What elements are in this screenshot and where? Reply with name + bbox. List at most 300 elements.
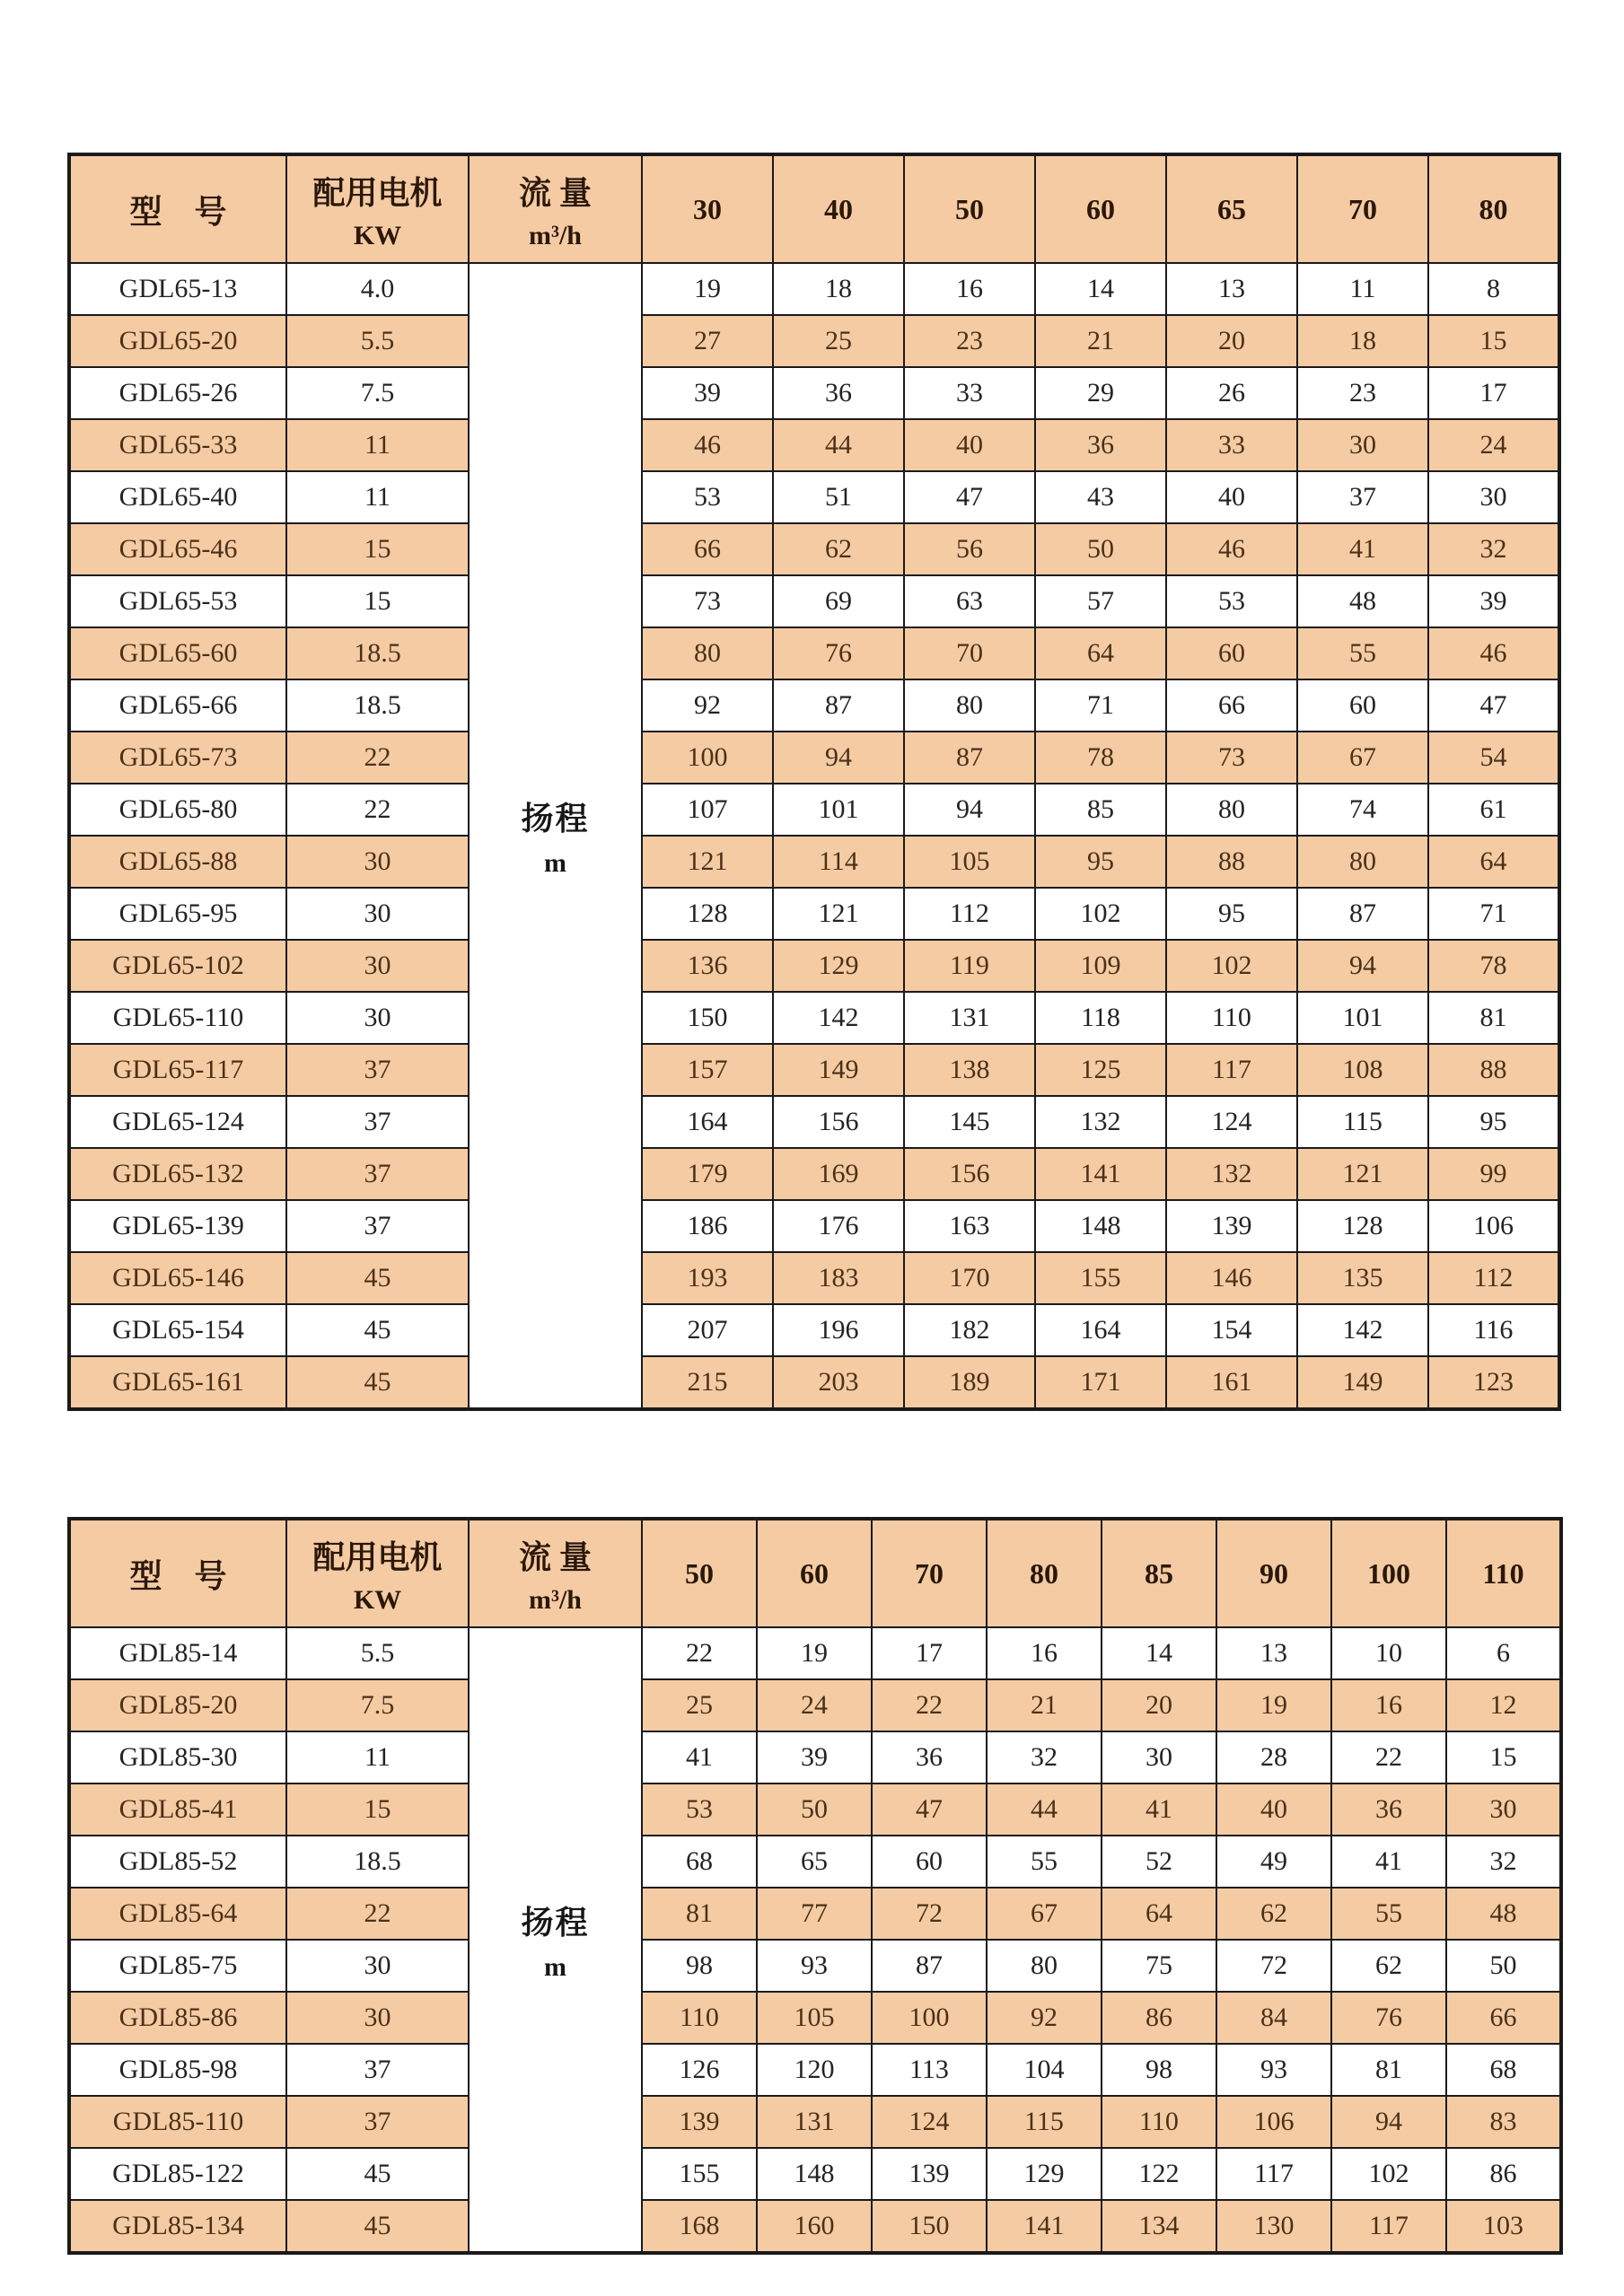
head-value-cell: 94 — [904, 784, 1035, 836]
head-value-cell: 105 — [757, 1992, 872, 2044]
head-value-cell: 41 — [1331, 1836, 1446, 1888]
flow-col-header: 40 — [773, 154, 904, 263]
head-value-cell: 40 — [1216, 1783, 1331, 1836]
head-value-cell: 157 — [642, 1044, 773, 1096]
model-cell: GDL85-134 — [69, 2200, 286, 2253]
head-unit-symbol: m — [544, 1951, 566, 1982]
power-cell: 22 — [286, 784, 469, 836]
head-value-cell: 53 — [642, 1783, 757, 1836]
head-value-cell: 95 — [1035, 836, 1166, 888]
head-unit-label: 扬程 — [521, 800, 590, 837]
model-cell: GDL85-30 — [69, 1731, 286, 1783]
head-value-cell: 47 — [872, 1783, 987, 1836]
model-cell: GDL65-33 — [69, 419, 286, 471]
head-value-cell: 17 — [872, 1627, 987, 1679]
head-value-cell: 67 — [987, 1888, 1102, 1940]
power-cell: 18.5 — [286, 627, 469, 679]
head-value-cell: 83 — [1446, 2096, 1561, 2148]
model-cell: GDL85-52 — [69, 1836, 286, 1888]
head-value-cell: 22 — [872, 1679, 987, 1731]
table-row — [69, 732, 1559, 784]
flow-header — [469, 1519, 642, 1627]
head-value-cell: 163 — [904, 1200, 1035, 1252]
head-value-cell: 72 — [872, 1888, 987, 1940]
head-value-cell: 132 — [1166, 1148, 1297, 1200]
power-cell: 30 — [286, 836, 469, 888]
model-cell: GDL65-154 — [69, 1304, 286, 1356]
power-cell: 11 — [286, 471, 469, 523]
model-cell: GDL85-75 — [69, 1940, 286, 1992]
head-value-cell: 66 — [1446, 1992, 1561, 2044]
head-value-cell: 20 — [1166, 315, 1297, 367]
table-row — [69, 523, 1559, 575]
power-cell: 15 — [286, 575, 469, 627]
head-value-cell: 182 — [904, 1304, 1035, 1356]
head-value-cell: 13 — [1216, 1627, 1331, 1679]
model-cell: GDL65-13 — [69, 263, 286, 315]
head-value-cell: 183 — [773, 1252, 904, 1304]
head-value-cell: 130 — [1216, 2200, 1331, 2253]
head-value-cell: 64 — [1035, 627, 1166, 679]
head-value-cell: 138 — [904, 1044, 1035, 1096]
model-cell: GDL65-117 — [69, 1044, 286, 1096]
head-value-cell: 15 — [1446, 1731, 1561, 1783]
flow-header-unit: m³/h — [528, 220, 582, 250]
head-value-cell: 176 — [773, 1200, 904, 1252]
power-cell: 11 — [286, 1731, 469, 1783]
model-cell: GDL65-110 — [69, 992, 286, 1044]
head-value-cell: 146 — [1166, 1252, 1297, 1304]
head-value-cell: 196 — [773, 1304, 904, 1356]
head-value-cell: 155 — [642, 2148, 757, 2200]
head-value-cell: 33 — [904, 367, 1035, 419]
power-cell: 30 — [286, 1992, 469, 2044]
head-value-cell: 36 — [872, 1731, 987, 1783]
model-cell: GDL65-60 — [69, 627, 286, 679]
head-value-cell: 87 — [904, 732, 1035, 784]
head-value-cell: 62 — [1216, 1888, 1331, 1940]
head-value-cell: 63 — [904, 575, 1035, 627]
head-value-cell: 154 — [1166, 1304, 1297, 1356]
table-row — [69, 1356, 1559, 1409]
head-value-cell: 78 — [1428, 940, 1559, 992]
head-value-cell: 88 — [1166, 836, 1297, 888]
head-value-cell: 109 — [1035, 940, 1166, 992]
table-row — [69, 2148, 1561, 2200]
power-cell: 37 — [286, 1200, 469, 1252]
head-value-cell: 53 — [1166, 575, 1297, 627]
head-value-cell: 170 — [904, 1252, 1035, 1304]
head-value-cell: 100 — [872, 1992, 987, 2044]
head-value-cell: 53 — [642, 471, 773, 523]
model-cell: GDL85-41 — [69, 1783, 286, 1836]
power-cell: 15 — [286, 1783, 469, 1836]
head-value-cell: 48 — [1446, 1888, 1561, 1940]
head-value-cell: 60 — [872, 1836, 987, 1888]
model-cell: GDL65-132 — [69, 1148, 286, 1200]
table-row — [69, 1888, 1561, 1940]
head-value-cell: 164 — [642, 1096, 773, 1148]
head-value-cell: 110 — [1102, 2096, 1216, 2148]
model-cell: GDL85-98 — [69, 2044, 286, 2096]
head-value-cell: 87 — [872, 1940, 987, 1992]
power-cell: 30 — [286, 940, 469, 992]
table-row — [69, 471, 1559, 523]
head-value-cell: 102 — [1166, 940, 1297, 992]
head-value-cell: 28 — [1216, 1731, 1331, 1783]
table-row — [69, 627, 1559, 679]
head-value-cell: 139 — [642, 2096, 757, 2148]
head-value-cell: 149 — [1297, 1356, 1428, 1409]
table-row — [69, 784, 1559, 836]
head-value-cell: 69 — [773, 575, 904, 627]
head-value-cell: 12 — [1446, 1679, 1561, 1731]
head-value-cell: 189 — [904, 1356, 1035, 1409]
power-cell: 7.5 — [286, 1679, 469, 1731]
head-value-cell: 60 — [1297, 679, 1428, 732]
head-value-cell: 80 — [642, 627, 773, 679]
table-row — [69, 679, 1559, 732]
head-value-cell: 141 — [987, 2200, 1102, 2253]
head-value-cell: 105 — [904, 836, 1035, 888]
flow-col-header: 80 — [987, 1519, 1102, 1627]
head-value-cell: 93 — [757, 1940, 872, 1992]
head-value-cell: 115 — [1297, 1096, 1428, 1148]
head-value-cell: 169 — [773, 1148, 904, 1200]
flow-header-label: 流 量 — [518, 1538, 592, 1575]
head-value-cell: 102 — [1035, 888, 1166, 940]
motor-header — [286, 154, 469, 263]
head-value-cell: 129 — [987, 2148, 1102, 2200]
model-cell: GDL65-146 — [69, 1252, 286, 1304]
head-value-cell: 41 — [1102, 1783, 1216, 1836]
table-row — [69, 888, 1559, 940]
head-value-cell: 54 — [1428, 732, 1559, 784]
head-value-cell: 110 — [1166, 992, 1297, 1044]
head-value-cell: 110 — [642, 1992, 757, 2044]
head-value-cell: 46 — [642, 419, 773, 471]
head-value-cell: 18 — [1297, 315, 1428, 367]
flow-col-header: 85 — [1102, 1519, 1216, 1627]
model-cell: GDL85-110 — [69, 2096, 286, 2148]
power-cell: 11 — [286, 419, 469, 471]
head-value-cell: 160 — [757, 2200, 872, 2253]
head-value-cell: 40 — [904, 419, 1035, 471]
head-value-cell: 87 — [1297, 888, 1428, 940]
flow-col-header: 70 — [1297, 154, 1428, 263]
head-value-cell: 24 — [1428, 419, 1559, 471]
head-value-cell: 41 — [642, 1731, 757, 1783]
head-value-cell: 25 — [773, 315, 904, 367]
head-value-cell: 86 — [1446, 2148, 1561, 2200]
power-cell: 30 — [286, 888, 469, 940]
table-row — [69, 1252, 1559, 1304]
head-value-cell: 121 — [773, 888, 904, 940]
head-value-cell: 87 — [773, 679, 904, 732]
head-value-cell: 148 — [757, 2148, 872, 2200]
head-value-cell: 122 — [1102, 2148, 1216, 2200]
head-value-cell: 141 — [1035, 1148, 1166, 1200]
head-value-cell: 14 — [1035, 263, 1166, 315]
head-value-cell: 85 — [1035, 784, 1166, 836]
head-value-cell: 98 — [642, 1940, 757, 1992]
head-value-cell: 15 — [1428, 315, 1559, 367]
head-value-cell: 43 — [1035, 471, 1166, 523]
head-value-cell: 13 — [1166, 263, 1297, 315]
head-value-cell: 27 — [642, 315, 773, 367]
head-value-cell: 94 — [1297, 940, 1428, 992]
table-row — [69, 1992, 1561, 2044]
model-cell: GDL85-86 — [69, 1992, 286, 2044]
power-cell: 37 — [286, 2044, 469, 2096]
table-row — [69, 2096, 1561, 2148]
head-value-cell: 40 — [1166, 471, 1297, 523]
motor-header — [286, 1519, 469, 1627]
model-cell: GDL85-64 — [69, 1888, 286, 1940]
model-header: 型 号 — [69, 1519, 286, 1627]
head-value-cell: 136 — [642, 940, 773, 992]
head-value-cell: 94 — [773, 732, 904, 784]
head-value-cell: 155 — [1035, 1252, 1166, 1304]
head-value-cell: 32 — [1428, 523, 1559, 575]
head-value-cell: 117 — [1216, 2148, 1331, 2200]
head-value-cell: 73 — [642, 575, 773, 627]
head-value-cell: 186 — [642, 1200, 773, 1252]
head-value-cell: 92 — [987, 1992, 1102, 2044]
spec-table-gdl85 — [67, 1517, 1563, 2255]
head-value-cell: 106 — [1428, 1200, 1559, 1252]
model-cell: GDL65-124 — [69, 1096, 286, 1148]
table-row — [69, 1940, 1561, 1992]
head-value-cell: 132 — [1035, 1096, 1166, 1148]
head-value-cell: 48 — [1297, 575, 1428, 627]
head-value-cell: 23 — [1297, 367, 1428, 419]
model-cell: GDL65-88 — [69, 836, 286, 888]
table-row — [69, 836, 1559, 888]
head-value-cell: 149 — [773, 1044, 904, 1096]
head-value-cell: 134 — [1102, 2200, 1216, 2253]
head-value-cell: 121 — [642, 836, 773, 888]
head-value-cell: 117 — [1166, 1044, 1297, 1096]
head-value-cell: 6 — [1446, 1627, 1561, 1679]
model-cell: GDL65-95 — [69, 888, 286, 940]
head-value-cell: 20 — [1102, 1679, 1216, 1731]
head-value-cell: 60 — [1166, 627, 1297, 679]
head-value-cell: 30 — [1297, 419, 1428, 471]
head-value-cell: 78 — [1035, 732, 1166, 784]
head-value-cell: 41 — [1297, 523, 1428, 575]
table-row — [69, 1679, 1561, 1731]
table-row — [69, 2044, 1561, 2096]
model-header: 型 号 — [69, 154, 286, 263]
table-row — [69, 992, 1559, 1044]
head-value-cell: 76 — [1331, 1992, 1446, 2044]
head-value-cell: 11 — [1297, 263, 1428, 315]
head-value-cell: 119 — [904, 940, 1035, 992]
head-value-cell: 39 — [642, 367, 773, 419]
head-value-cell: 115 — [987, 2096, 1102, 2148]
head-value-cell: 46 — [1166, 523, 1297, 575]
head-value-cell: 161 — [1166, 1356, 1297, 1409]
head-value-cell: 112 — [1428, 1252, 1559, 1304]
head-value-cell: 193 — [642, 1252, 773, 1304]
model-cell: GDL65-46 — [69, 523, 286, 575]
head-value-cell: 65 — [757, 1836, 872, 1888]
table-row — [69, 1148, 1559, 1200]
head-value-cell: 86 — [1102, 1992, 1216, 2044]
model-cell: GDL65-139 — [69, 1200, 286, 1252]
table-row — [69, 367, 1559, 419]
motor-header-label: 配用电机 — [312, 174, 443, 211]
motor-header-unit: KW — [353, 220, 402, 250]
head-value-cell: 36 — [773, 367, 904, 419]
head-value-cell: 76 — [773, 627, 904, 679]
head-value-cell: 142 — [1297, 1304, 1428, 1356]
power-cell: 37 — [286, 1148, 469, 1200]
power-cell: 22 — [286, 1888, 469, 1940]
power-cell: 37 — [286, 1096, 469, 1148]
head-value-cell: 64 — [1102, 1888, 1216, 1940]
table-row — [69, 1627, 1561, 1679]
table-row — [69, 1200, 1559, 1252]
flow-col-header: 110 — [1446, 1519, 1561, 1627]
flow-header-unit: m³/h — [528, 1584, 582, 1615]
power-cell: 30 — [286, 1940, 469, 1992]
model-cell: GDL65-102 — [69, 940, 286, 992]
head-value-cell: 23 — [904, 315, 1035, 367]
head-value-cell: 93 — [1216, 2044, 1331, 2096]
head-value-cell: 50 — [1446, 1940, 1561, 1992]
power-cell: 45 — [286, 2148, 469, 2200]
head-value-cell: 164 — [1035, 1304, 1166, 1356]
head-value-cell: 73 — [1166, 732, 1297, 784]
head-value-cell: 44 — [773, 419, 904, 471]
head-value-cell: 104 — [987, 2044, 1102, 2096]
head-value-cell: 123 — [1428, 1356, 1559, 1409]
head-value-cell: 50 — [1035, 523, 1166, 575]
head-value-cell: 46 — [1428, 627, 1559, 679]
head-unit-symbol: m — [544, 847, 566, 878]
model-cell: GDL65-40 — [69, 471, 286, 523]
table-row — [69, 2200, 1561, 2253]
head-value-cell: 16 — [1331, 1679, 1446, 1731]
head-value-cell: 135 — [1297, 1252, 1428, 1304]
head-value-cell: 80 — [1166, 784, 1297, 836]
head-value-cell: 95 — [1166, 888, 1297, 940]
table-row — [69, 1044, 1559, 1096]
head-value-cell: 39 — [1428, 575, 1559, 627]
spec-table-gdl65 — [67, 153, 1561, 1411]
power-cell: 4.0 — [286, 263, 469, 315]
head-unit-label: 扬程 — [521, 1904, 590, 1941]
table-row — [69, 263, 1559, 315]
head-value-cell: 19 — [757, 1627, 872, 1679]
head-value-cell: 74 — [1297, 784, 1428, 836]
head-value-cell: 71 — [1035, 679, 1166, 732]
head-value-cell: 66 — [1166, 679, 1297, 732]
head-value-cell: 21 — [1035, 315, 1166, 367]
power-cell: 45 — [286, 1252, 469, 1304]
head-value-cell: 126 — [642, 2044, 757, 2096]
head-value-cell: 156 — [773, 1096, 904, 1148]
head-value-cell: 19 — [642, 263, 773, 315]
model-cell: GDL85-122 — [69, 2148, 286, 2200]
head-value-cell: 64 — [1428, 836, 1559, 888]
head-value-cell: 32 — [987, 1731, 1102, 1783]
model-cell: GDL65-80 — [69, 784, 286, 836]
head-value-cell: 100 — [642, 732, 773, 784]
table-row — [69, 1783, 1561, 1836]
model-cell: GDL65-53 — [69, 575, 286, 627]
flow-col-header: 100 — [1331, 1519, 1446, 1627]
head-value-cell: 8 — [1428, 263, 1559, 315]
head-value-cell: 215 — [642, 1356, 773, 1409]
power-cell: 37 — [286, 2096, 469, 2148]
head-value-cell: 22 — [642, 1627, 757, 1679]
flow-col-header: 60 — [757, 1519, 872, 1627]
head-value-cell: 36 — [1331, 1783, 1446, 1836]
head-value-cell: 55 — [1297, 627, 1428, 679]
head-value-cell: 129 — [773, 940, 904, 992]
head-value-cell: 32 — [1446, 1836, 1561, 1888]
model-cell: GDL65-161 — [69, 1356, 286, 1409]
head-value-cell: 95 — [1428, 1096, 1559, 1148]
head-value-cell: 88 — [1428, 1044, 1559, 1096]
head-value-cell: 49 — [1216, 1836, 1331, 1888]
flow-col-header: 60 — [1035, 154, 1166, 263]
head-value-cell: 128 — [642, 888, 773, 940]
head-value-cell: 68 — [1446, 2044, 1561, 2096]
head-value-cell: 128 — [1297, 1200, 1428, 1252]
head-value-cell: 51 — [773, 471, 904, 523]
power-cell: 45 — [286, 1304, 469, 1356]
head-value-cell: 61 — [1428, 784, 1559, 836]
head-value-cell: 121 — [1297, 1148, 1428, 1200]
head-value-cell: 30 — [1102, 1731, 1216, 1783]
head-value-cell: 156 — [904, 1148, 1035, 1200]
power-cell: 7.5 — [286, 367, 469, 419]
head-value-cell: 168 — [642, 2200, 757, 2253]
head-value-cell: 16 — [987, 1627, 1102, 1679]
head-value-cell: 81 — [642, 1888, 757, 1940]
power-cell: 5.5 — [286, 315, 469, 367]
power-cell: 30 — [286, 992, 469, 1044]
head-value-cell: 80 — [904, 679, 1035, 732]
head-value-cell: 113 — [872, 2044, 987, 2096]
head-value-cell: 50 — [757, 1783, 872, 1836]
head-value-cell: 72 — [1216, 1940, 1331, 1992]
head-unit-cell — [469, 263, 642, 1409]
head-value-cell: 99 — [1428, 1148, 1559, 1200]
flow-header — [469, 154, 642, 263]
head-value-cell: 29 — [1035, 367, 1166, 419]
head-value-cell: 80 — [1297, 836, 1428, 888]
head-value-cell: 101 — [1297, 992, 1428, 1044]
head-value-cell: 22 — [1331, 1731, 1446, 1783]
head-value-cell: 139 — [1166, 1200, 1297, 1252]
model-cell: GDL65-73 — [69, 732, 286, 784]
motor-header-unit: KW — [353, 1584, 402, 1615]
model-cell: GDL65-66 — [69, 679, 286, 732]
head-value-cell: 81 — [1331, 2044, 1446, 2096]
model-cell: GDL65-26 — [69, 367, 286, 419]
head-value-cell: 148 — [1035, 1200, 1166, 1252]
head-value-cell: 142 — [773, 992, 904, 1044]
head-value-cell: 62 — [773, 523, 904, 575]
head-value-cell: 55 — [987, 1836, 1102, 1888]
head-value-cell: 57 — [1035, 575, 1166, 627]
motor-header-label: 配用电机 — [312, 1538, 443, 1575]
